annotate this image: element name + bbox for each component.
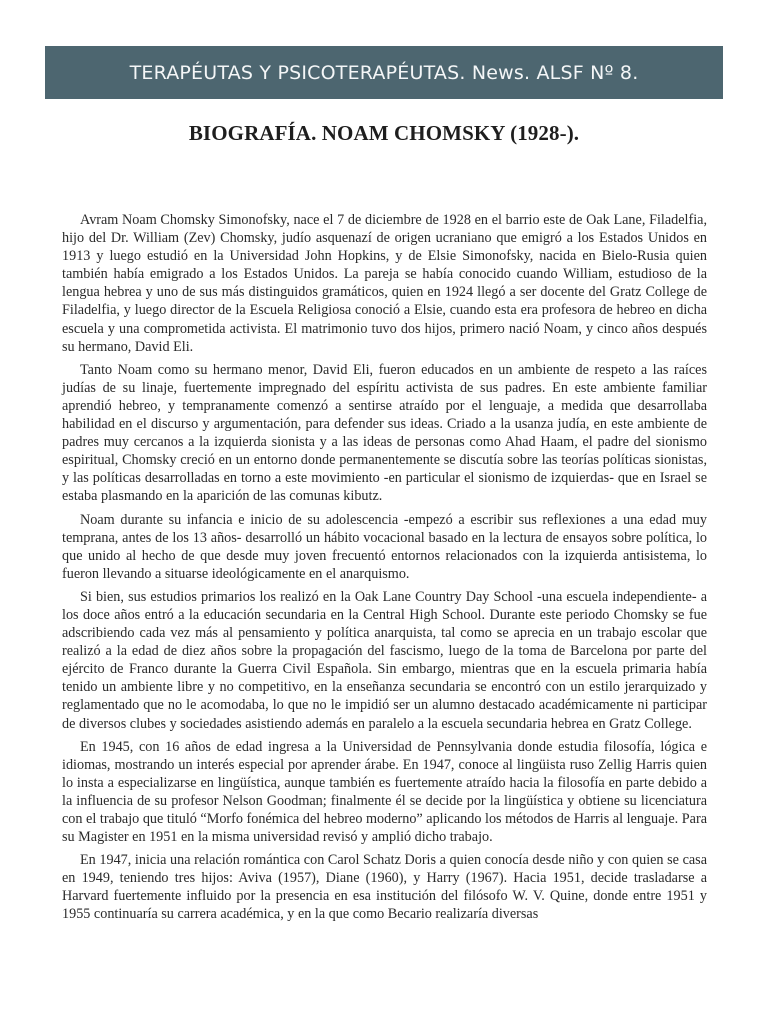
newsletter-header-text: TERAPÉUTAS Y PSICOTERAPÉUTAS. News. ALSF Nº 8. <box>129 61 639 84</box>
paragraph: Si bien, sus estudios primarios los realizó en la Oak Lane Country Day School -una escuela independiente- a los doce años entró a la educación secundaria en la Central High School. Durante este periodo Chomsky se fue adscribiendo cada vez más al pensamiento y política anarquista, tal como se aprecia en un trabajo escolar que realizó a la edad de diez años sobre la propagación del fascismo, luego de la toma de Barcelona por parte del ejército de Franco durante la Guerra Civil Española. Sin embargo, mientras que en la escuela primaria había tenido un ambiente libre y no competitivo, en la enseñanza secundaria se encontró con un estilo jerarquizado y reglamentado que no le acomodaba, lo que no le impidió ser un alumno destacado académicamente ni participar de diversos clubes y sociedades asistiendo además en paralelo a la escuela secundaria hebrea en Gratz College. <box>62 588 707 732</box>
paragraph: Avram Noam Chomsky Simonofsky, nace el 7 de diciembre de 1928 en el barrio este de Oak Lane, Filadelfia, hijo del Dr. William (Zev) Chomsky, judío asquenazí de origen ucraniano que emigró a los Estados Unidos en 1913 y luego estudió en la Universidad John Hopkins, y de Elsie Simonofsky, nacida en Bielo-Rusia quien también había emigrado a los Estados Unidos. La pareja se había conocido cuando William, estudioso de la lengua hebrea y uno de sus más distinguidos gramáticos, quien en 1924 llegó a ser docente del Gratz College de Filadelfia, y luego director de la Escuela Religiosa conoció a Elsie, cuando esta era profesora de hebreo en dicha escuela y una comprometida activista. El matrimonio tuvo dos hijos, primero nació Noam, y cinco años después su hermano, David Eli. <box>62 212 707 355</box>
paragraph: Tanto Noam como su hermano menor, David Eli, fueron educados en un ambiente de respeto a las raíces judías de su linaje, fuertemente impregnado del espíritu activista de sus padres. En este ambiente familiar aprendió hebreo, y tempranamente comenzó a sentirse atraído por el lenguaje, a medida que desarrollaba habilidad en el discurso y argumentación, para defender sus ideas. Criado a la usanza judía, en este ambiente de padres muy cercanos a la izquierda sionista y a las ideas de personas como Ahad Haam, el padre del sionismo espiritual, Chomsky creció en un entorno donde permanentemente se discutía sobre las teorías políticas sionistas, y las políticas desarrolladas en torno a este movimiento -en particular el sionismo de izquierdas- que en Israel se estaba plasmando en la aparición de las comunas kibutz. <box>62 361 707 505</box>
paragraph: Noam durante su infancia e inicio de su adolescencia -empezó a escribir sus reflexiones a una edad muy temprana, antes de los 13 años- desarrolló un hábito vocacional basado en la lectura de ensayos sobre política, lo que unido al hecho de que desde muy joven frecuentó entornos relacionados con la izquierda antisistema, lo fueron llevando a situarse ideológicamente en el anarquismo. <box>62 511 707 582</box>
newsletter-header-banner <box>45 46 723 99</box>
article-body <box>62 211 707 929</box>
paragraph: En 1945, con 16 años de edad ingresa a la Universidad de Pennsylvania donde estudia filosofía, lógica e idiomas, mostrando un interés especial por aprender árabe. En 1947, conoce al lingüista ruso Zellig Harris quien lo insta a especializarse en lingüística, aunque también es fuertemente atraído hacia la filosofía en parte debido a la influencia de su profesor Nelson Goodman; finalmente él se decide por la lingüística y obtiene su licenciatura con el trabajo que tituló “Morfo fonémica del hebreo moderno” aplicando los métodos de Harris al lenguaje. Para su Magister en 1951 en la misma universidad revisó y amplió dicho trabajo. <box>62 738 707 846</box>
paragraph: En 1947, inicia una relación romántica con Carol Schatz Doris a quien conocía desde niño y con quien se casa en 1949, teniendo tres hijos: Aviva (1957), Diane (1960), y Harry (1967). Hacia 1951, decide trasladarse a Harvard fuertemente influido por la presencia en esa institución del filósofo W. V. Quine, donde entre 1951 y 1955 continuaría su carrera académica, y en la que como Becario realizaría diversas <box>62 852 707 923</box>
page-title: BIOGRAFÍA. NOAM CHOMSKY (1928-). <box>188 121 580 145</box>
